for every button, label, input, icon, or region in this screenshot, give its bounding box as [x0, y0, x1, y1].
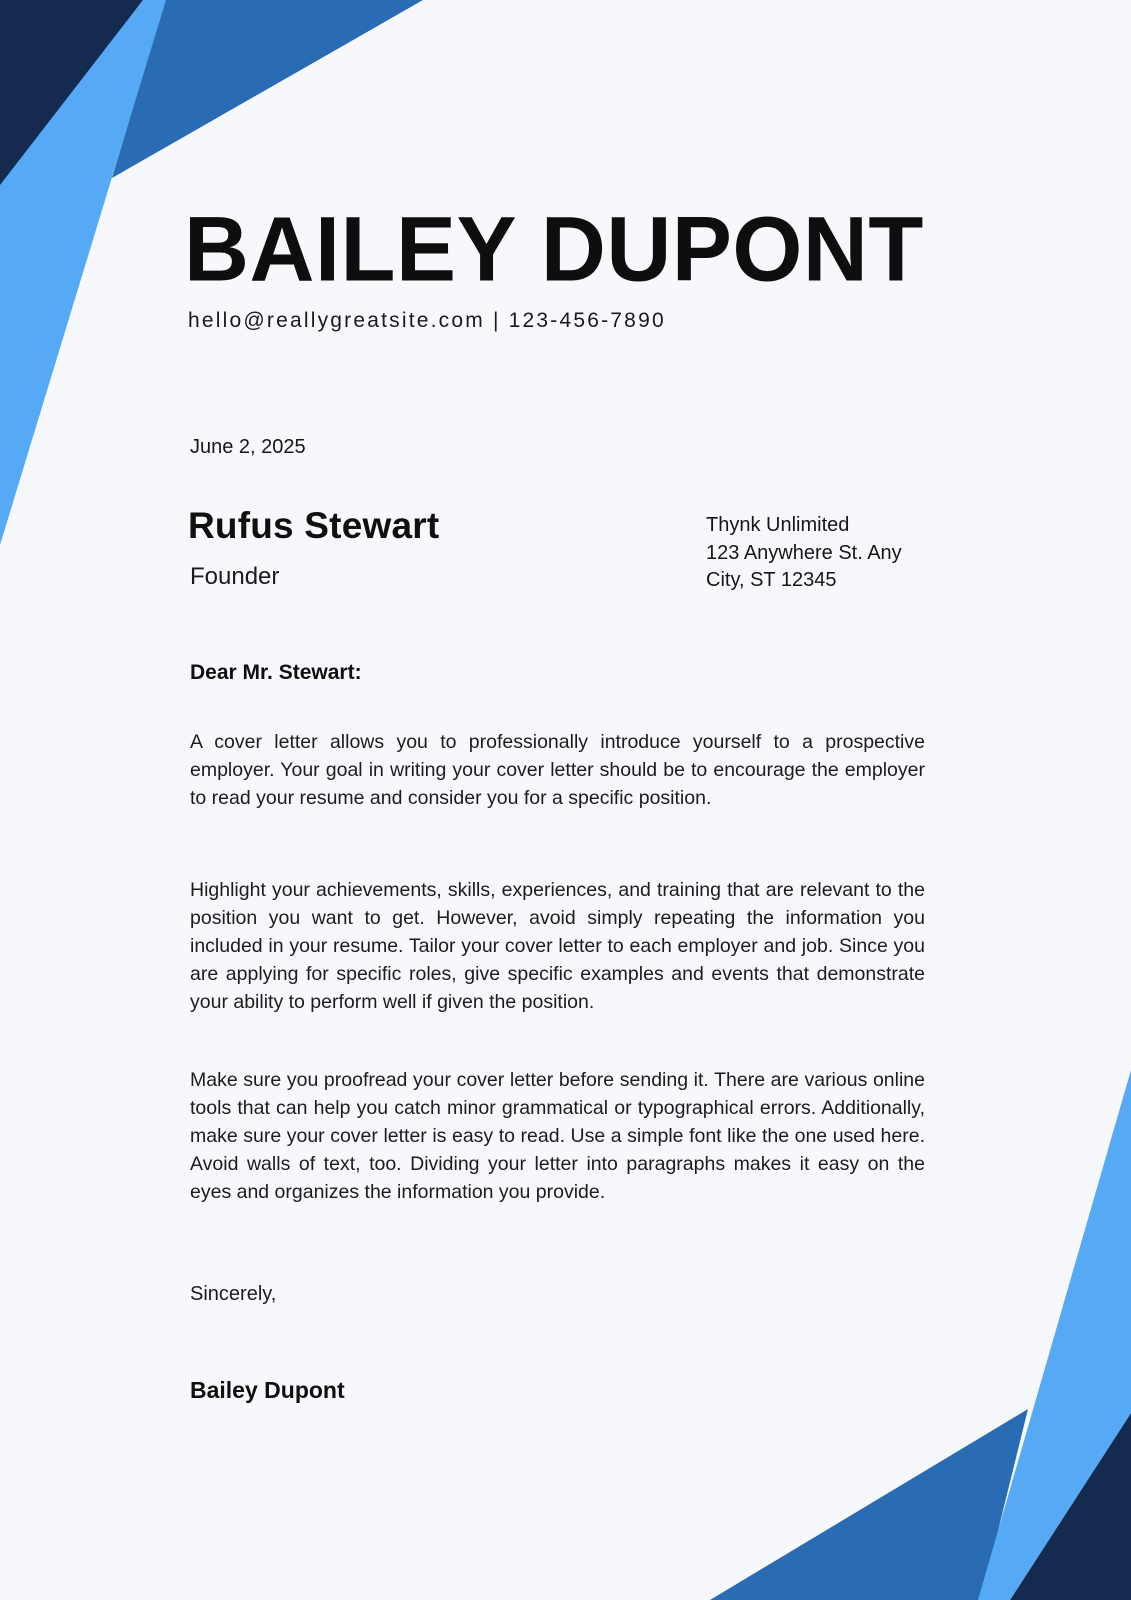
letterhead-contact-line: hello@reallygreatsite.com | 123-456-7890	[188, 309, 666, 332]
body-paragraph-2: Highlight your achievements, skills, experiences, and training that are relevant to the position you want to get. However, avoid simply repeating the information you included in your resume. Tailor your cover letter to each employer and job. Since you are applying for specific roles, give specific examples and events that demonstrate your ability to perform well if given the position.	[190, 879, 925, 1013]
letter-date: June 2, 2025	[190, 436, 306, 458]
company-address-line1: 123 Anywhere St. Any	[706, 541, 902, 564]
bottom-right-navy-triangle	[1010, 1413, 1131, 1600]
top-left-light-blue-spike	[0, 0, 166, 545]
bottom-right-light-blue-spike	[978, 1070, 1131, 1600]
company-address-line2: City, ST 12345	[706, 569, 837, 591]
body-paragraph-1: A cover letter allows you to professionally introduce yourself to a prospective employer. Your goal in writing your cover letter should be to encourage the employer to read your resume and consider you for a specific position.	[190, 731, 925, 809]
signature-name: Bailey Dupont	[190, 1377, 345, 1403]
body-paragraph-3: Make sure you proofread your cover letter before sending it. There are various online tools that can help you catch minor grammatical or typographical errors. Additionally, make sure your cover letter is easy to read. Use a simple font like the one used here. Avoid walls of text, too. Dividing your letter into paragraphs makes it easy on the eyes and organizes the information you provide.	[190, 1069, 925, 1203]
company-name: Thynk Unlimited	[706, 514, 850, 536]
letterhead-name: BAILEY DUPONT	[184, 198, 924, 301]
closing: Sincerely,	[190, 1283, 277, 1305]
letter-content	[184, 0, 925, 1600]
recipient-title: Founder	[190, 563, 280, 590]
salutation: Dear Mr. Stewart:	[190, 661, 362, 684]
company-address-block	[706, 512, 936, 595]
top-left-navy-triangle	[0, 0, 143, 190]
recipient-name: Rufus Stewart	[188, 505, 440, 546]
